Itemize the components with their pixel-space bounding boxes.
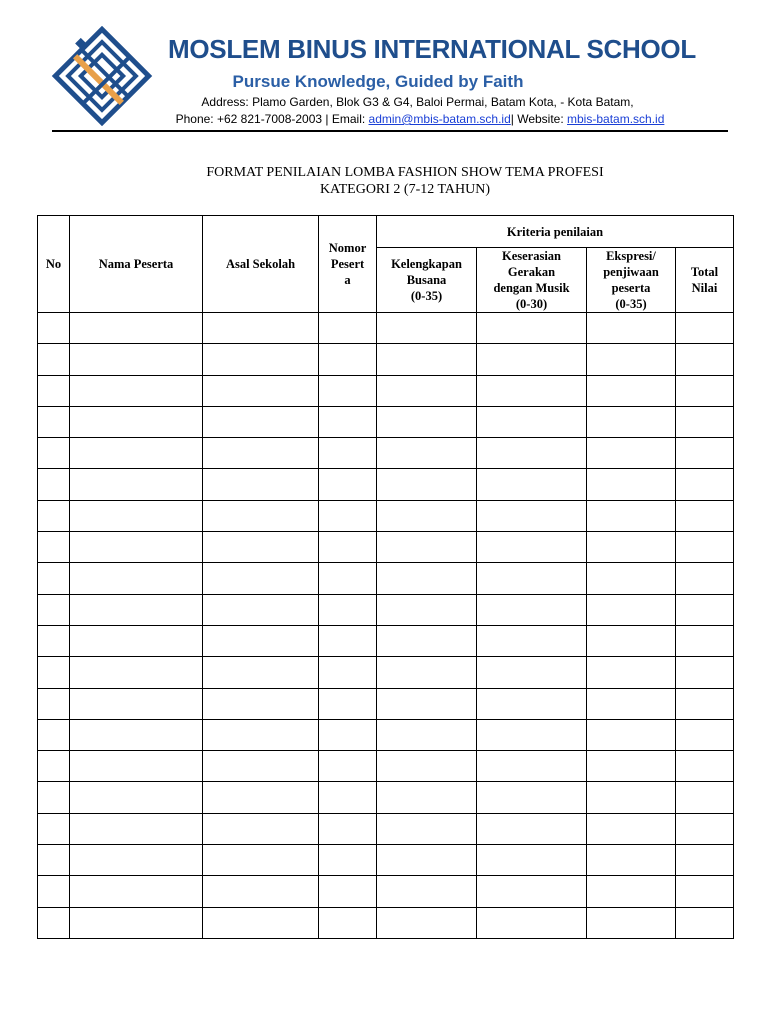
table-cell[interactable] (203, 813, 319, 844)
school-address: Address: Plamo Garden, Blok G3 & G4, Baloi Permai, Batam Kota, - Kota Batam, (201, 95, 634, 109)
table-cell[interactable] (319, 469, 377, 500)
table-cell[interactable] (676, 657, 734, 688)
table-cell[interactable] (70, 907, 203, 938)
table-row (38, 782, 734, 813)
table-cell[interactable] (38, 845, 70, 876)
table-cell[interactable] (38, 813, 70, 844)
table-cell[interactable] (377, 438, 477, 469)
table-row (38, 594, 734, 625)
table-cell[interactable] (319, 532, 377, 563)
table-cell[interactable] (477, 375, 587, 406)
school-tagline: Pursue Knowledge, Guided by Faith (232, 72, 524, 91)
table-cell[interactable] (319, 876, 377, 907)
table-cell[interactable] (70, 563, 203, 594)
table-cell[interactable] (676, 625, 734, 656)
form-title (0, 164, 768, 198)
table-cell[interactable] (70, 594, 203, 625)
table-cell[interactable] (676, 375, 734, 406)
table-cell[interactable] (377, 625, 477, 656)
criterion-line: dengan Musik (493, 281, 570, 295)
table-cell[interactable] (319, 344, 377, 375)
table-cell[interactable] (676, 594, 734, 625)
criterion-line: Kelengkapan (391, 257, 462, 271)
table-cell[interactable] (319, 719, 377, 750)
table-cell[interactable] (477, 625, 587, 656)
table-row (38, 751, 734, 782)
table-cell[interactable] (38, 657, 70, 688)
table-cell[interactable] (477, 845, 587, 876)
table-cell[interactable] (477, 688, 587, 719)
table-cell[interactable] (377, 751, 477, 782)
header-criteria: Kriteria penilaian (377, 216, 734, 248)
table-cell[interactable] (319, 907, 377, 938)
table-cell[interactable] (587, 657, 676, 688)
criterion-line: Busana (406, 273, 447, 287)
header-participant-name: Nama Peserta (70, 216, 203, 313)
table-cell[interactable] (676, 719, 734, 750)
table-cell[interactable] (587, 500, 676, 531)
table-cell[interactable] (676, 563, 734, 594)
table-row (38, 563, 734, 594)
table-cell[interactable] (377, 688, 477, 719)
table-cell[interactable] (587, 375, 676, 406)
table-cell[interactable] (587, 625, 676, 656)
header-number-line: Pesert (330, 257, 365, 271)
table-cell[interactable] (676, 313, 734, 344)
table-cell[interactable] (70, 876, 203, 907)
table-cell[interactable] (377, 876, 477, 907)
criterion-line: (0-35) (615, 297, 647, 311)
table-cell[interactable] (38, 688, 70, 719)
table-row (38, 907, 734, 938)
table-cell[interactable] (38, 344, 70, 375)
table-cell[interactable] (377, 406, 477, 437)
table-cell[interactable] (477, 563, 587, 594)
table-cell[interactable] (377, 344, 477, 375)
table-cell[interactable] (676, 751, 734, 782)
table-cell[interactable] (676, 813, 734, 844)
form-title-line1: FORMAT PENILAIAN LOMBA FASHION SHOW TEMA PROFESI (206, 165, 604, 180)
school-name: MOSLEM BINUS INTERNATIONAL SCHOOL (168, 34, 696, 64)
table-cell[interactable] (38, 563, 70, 594)
table-cell[interactable] (38, 406, 70, 437)
table-row (38, 657, 734, 688)
criterion-line: Gerakan (507, 265, 556, 279)
table-cell[interactable] (319, 500, 377, 531)
header-total-score (676, 248, 734, 313)
table-cell[interactable] (587, 344, 676, 375)
table-cell[interactable] (477, 469, 587, 500)
table-cell[interactable] (203, 719, 319, 750)
table-cell[interactable] (319, 563, 377, 594)
table-cell[interactable] (319, 782, 377, 813)
table-cell[interactable] (676, 688, 734, 719)
table-cell[interactable] (477, 876, 587, 907)
table-cell[interactable] (587, 313, 676, 344)
table-cell[interactable] (70, 688, 203, 719)
table-cell[interactable] (477, 406, 587, 437)
table-cell[interactable] (587, 876, 676, 907)
table-cell[interactable] (203, 594, 319, 625)
criterion-line: (0-30) (515, 297, 548, 311)
table-row (38, 688, 734, 719)
table-cell[interactable] (70, 532, 203, 563)
table-cell[interactable] (477, 594, 587, 625)
table-cell[interactable] (676, 532, 734, 563)
table-row (38, 719, 734, 750)
table-cell[interactable] (70, 782, 203, 813)
table-body (38, 313, 734, 939)
criterion-line: (0-35) (410, 289, 443, 303)
mbis-logo (50, 26, 154, 126)
table-cell[interactable] (676, 344, 734, 375)
table-cell[interactable] (477, 438, 587, 469)
table-cell[interactable] (377, 375, 477, 406)
table-cell[interactable] (676, 845, 734, 876)
criterion-line: Nilai (691, 281, 718, 295)
table-cell[interactable] (203, 688, 319, 719)
table-cell[interactable] (319, 845, 377, 876)
table-cell[interactable] (587, 813, 676, 844)
table-cell[interactable] (587, 907, 676, 938)
phone-text: Phone: +62 821-7008-2003 | Email: (175, 112, 369, 126)
table-row (38, 344, 734, 375)
table-cell[interactable] (203, 438, 319, 469)
table-cell[interactable] (477, 313, 587, 344)
table-cell[interactable] (587, 782, 676, 813)
table-cell[interactable] (676, 782, 734, 813)
table-cell[interactable] (319, 594, 377, 625)
table-row (38, 876, 734, 907)
table-cell[interactable] (38, 438, 70, 469)
table-cell[interactable] (587, 469, 676, 500)
header-criterion-harmony (477, 248, 587, 313)
email-link[interactable]: admin@mbis-batam.sch.id (368, 112, 511, 126)
table-cell[interactable] (38, 375, 70, 406)
table-cell[interactable] (70, 500, 203, 531)
table-cell[interactable] (70, 625, 203, 656)
table-cell[interactable] (319, 438, 377, 469)
table-cell[interactable] (319, 375, 377, 406)
table-cell[interactable] (203, 907, 319, 938)
table-cell[interactable] (38, 751, 70, 782)
table-cell[interactable] (587, 751, 676, 782)
table-cell[interactable] (319, 751, 377, 782)
table-cell[interactable] (38, 625, 70, 656)
table-cell[interactable] (38, 876, 70, 907)
table-cell[interactable] (203, 469, 319, 500)
table-row (38, 813, 734, 844)
table-row (38, 845, 734, 876)
table-cell[interactable] (477, 907, 587, 938)
table-cell[interactable] (587, 438, 676, 469)
criterion-line: Total (690, 265, 719, 279)
table-cell[interactable] (377, 500, 477, 531)
table-cell[interactable] (70, 469, 203, 500)
table-cell[interactable] (477, 813, 587, 844)
table-cell[interactable] (70, 751, 203, 782)
table-cell[interactable] (319, 625, 377, 656)
table-row (38, 313, 734, 344)
table-cell[interactable] (377, 782, 477, 813)
table-cell[interactable] (676, 469, 734, 500)
table-cell[interactable] (70, 657, 203, 688)
table-cell[interactable] (477, 532, 587, 563)
table-row (38, 438, 734, 469)
table-row (38, 406, 734, 437)
table-cell[interactable] (203, 563, 319, 594)
table-row (38, 469, 734, 500)
table-cell[interactable] (70, 719, 203, 750)
header-no: No (38, 216, 70, 313)
table-cell[interactable] (587, 719, 676, 750)
table-cell[interactable] (377, 907, 477, 938)
table-cell[interactable] (477, 751, 587, 782)
table-cell[interactable] (319, 313, 377, 344)
table-cell[interactable] (203, 406, 319, 437)
table-cell[interactable] (38, 719, 70, 750)
table-cell[interactable] (70, 438, 203, 469)
table-cell[interactable] (203, 845, 319, 876)
header-criterion-completeness (377, 248, 477, 313)
table-cell[interactable] (377, 657, 477, 688)
table-cell[interactable] (203, 532, 319, 563)
table-cell[interactable] (587, 406, 676, 437)
website-label: | Website: (510, 112, 568, 126)
table-row (38, 500, 734, 531)
table-cell[interactable] (203, 375, 319, 406)
table-cell[interactable] (70, 406, 203, 437)
table-cell[interactable] (38, 500, 70, 531)
table-cell[interactable] (377, 845, 477, 876)
table-cell[interactable] (203, 657, 319, 688)
table-cell[interactable] (587, 688, 676, 719)
table-cell[interactable] (377, 813, 477, 844)
table-cell[interactable] (70, 375, 203, 406)
table-cell[interactable] (477, 782, 587, 813)
table-cell[interactable] (38, 907, 70, 938)
table-cell[interactable] (477, 719, 587, 750)
header-divider (52, 130, 728, 132)
table-cell[interactable] (203, 625, 319, 656)
table-cell[interactable] (676, 406, 734, 437)
table-cell[interactable] (587, 563, 676, 594)
table-cell[interactable] (587, 532, 676, 563)
table-cell[interactable] (377, 719, 477, 750)
table-cell[interactable] (319, 406, 377, 437)
table-row (38, 375, 734, 406)
table-cell[interactable] (38, 532, 70, 563)
table-cell[interactable] (377, 532, 477, 563)
table-cell[interactable] (377, 313, 477, 344)
criterion-line: peserta (611, 281, 651, 295)
website-link[interactable]: mbis-batam.sch.id (567, 112, 665, 126)
table-cell[interactable] (319, 657, 377, 688)
header-number-line: a (344, 273, 351, 287)
table-cell[interactable] (676, 500, 734, 531)
table-cell[interactable] (319, 813, 377, 844)
header-participant-number (319, 216, 377, 313)
header-number-line: Nomor (328, 241, 367, 255)
table-cell[interactable] (477, 344, 587, 375)
table-cell[interactable] (587, 845, 676, 876)
table-cell[interactable] (203, 344, 319, 375)
table-cell[interactable] (587, 594, 676, 625)
table-cell[interactable] (70, 813, 203, 844)
table-cell[interactable] (203, 876, 319, 907)
table-cell[interactable] (319, 688, 377, 719)
table-cell[interactable] (38, 313, 70, 344)
form-title-line2: KATEGORI 2 (7-12 TAHUN) (319, 182, 491, 197)
table-cell[interactable] (676, 907, 734, 938)
table-cell[interactable] (203, 782, 319, 813)
header-criterion-expression (587, 248, 676, 313)
table-cell[interactable] (477, 657, 587, 688)
table-cell[interactable] (70, 313, 203, 344)
scoring-table (37, 215, 734, 939)
criterion-line: Keserasian (501, 249, 562, 263)
table-row (38, 625, 734, 656)
table-cell[interactable] (203, 751, 319, 782)
table-cell[interactable] (38, 594, 70, 625)
table-cell[interactable] (477, 500, 587, 531)
table-cell[interactable] (676, 438, 734, 469)
criterion-line: Ekspresi/ (606, 249, 656, 263)
table-cell[interactable] (203, 500, 319, 531)
table-cell[interactable] (377, 594, 477, 625)
table-cell[interactable] (377, 563, 477, 594)
header-school-origin: Asal Sekolah (203, 216, 319, 313)
table-row (38, 532, 734, 563)
table-cell[interactable] (38, 469, 70, 500)
table-cell[interactable] (38, 782, 70, 813)
table-cell[interactable] (70, 344, 203, 375)
table-cell[interactable] (70, 845, 203, 876)
criterion-line: penjiwaan (603, 265, 659, 279)
table-cell[interactable] (377, 469, 477, 500)
table-cell[interactable] (203, 313, 319, 344)
table-cell[interactable] (676, 876, 734, 907)
school-contact (140, 112, 700, 126)
